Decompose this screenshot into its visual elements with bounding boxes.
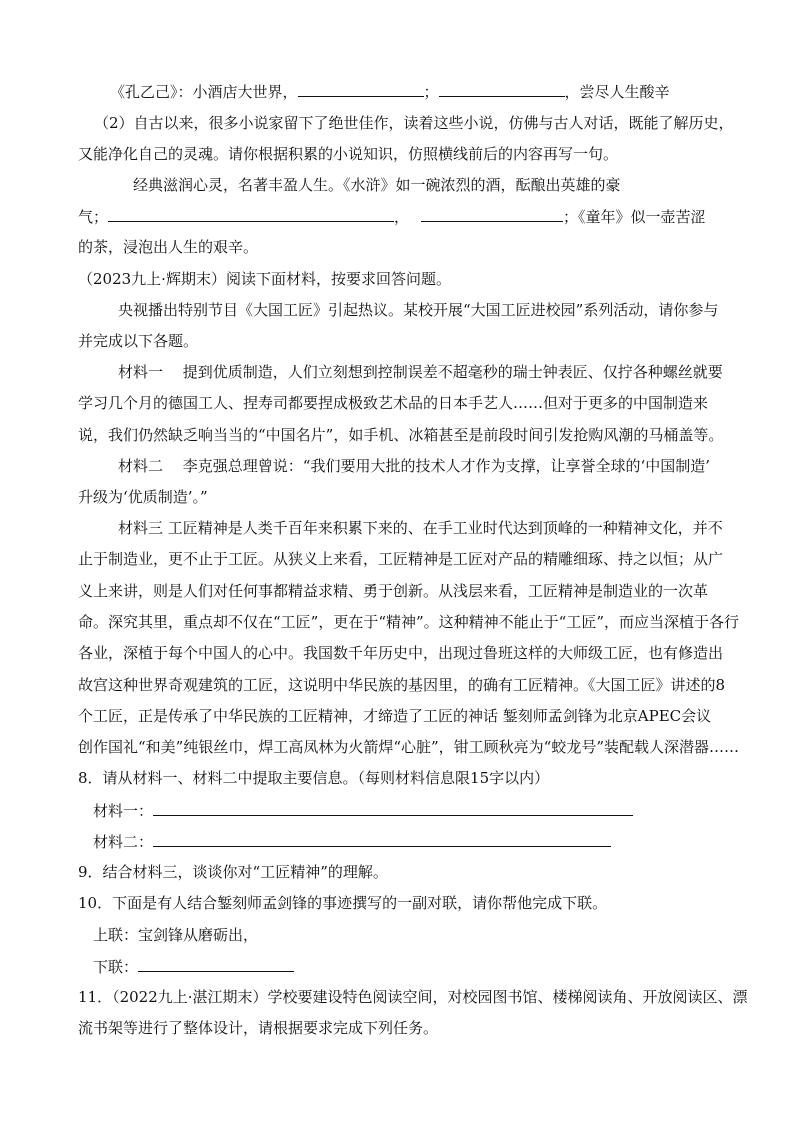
q7-part2-example-3: 的茶，浸泡出人生的艰辛。	[78, 238, 259, 256]
question-11-line-2: 流书架等进行了整体设计，请根据要求完成下列任务。	[78, 1019, 439, 1037]
material-1-line-3: 说，我们仍然缺乏响当当的“中国名片”，如手机、冰箱甚至是前段时间引发抢购风潮的马桶盖等。	[78, 426, 724, 444]
material-3-line-1: 材料三 工匠精神是人类千百年来积累下来的、在手工业时代达到顶峰的一种精神文化，并不	[118, 519, 723, 537]
material-2-line-2: 升级为‘优质制造’。”	[78, 488, 208, 506]
question-10: 10．下面是有人结合錾刻师孟剑锋的事迹撰写的一副对联，请你帮他完成下联。	[78, 894, 608, 912]
answer-blank-q8-a[interactable]	[153, 800, 633, 816]
material-3-line-7: 个工匠，正是传承了中华民族的工匠精神，才缔造了工匠的神话 錾刻师孟剑锋为北京APEC会议	[78, 707, 712, 725]
material-3-line-5: 各业，深植于每个中国人的心中。我国数千年历史中，出现过鲁班这样的大师级工匠，也有修造出	[78, 644, 724, 662]
passage-source: （2023九上·辉期末）阅读下面材料，按要求回答问题。	[78, 270, 451, 288]
material-1-line-2: 学习几个月的德国工人、捏寿司都要捏成极致艺术品的日本手艺人……但对于更多的中国制造来	[78, 394, 709, 412]
q10-lower-row	[93, 956, 294, 977]
q8-material-2-row	[93, 831, 611, 852]
material-2-line-1: 材料二 李克强总理曾说：“我们要用大批的技术人才作为支撑，让享誉全球的‘中国制造’	[118, 457, 710, 475]
q7-part2-intro-1: （2）自古以来，很多小说家留下了绝世佳作，读着这些小说，仿佛与古人对话，既能了解历史，	[94, 114, 734, 132]
answer-blank-2[interactable]	[439, 81, 565, 97]
q7-kongyiji-line	[110, 81, 670, 102]
q8-material-2-label: 材料二：	[93, 833, 154, 851]
question-9: 9．结合材料三，谈谈你对“工匠精神”的理解。	[78, 863, 388, 881]
q7-kongyiji-suffix: ，尝尽人生酸辛	[564, 83, 670, 101]
q7-example-separator: ，	[394, 208, 410, 226]
material-3-line-8: 创作国礼“和美”纯银丝巾，焊工高凤林为火箭焊“心脏”，钳工顾秋亮为“蛟龙号”装配载人深潜器……	[78, 738, 740, 756]
q7-part2-example-2	[78, 206, 706, 227]
q8-material-1-label: 材料一：	[93, 802, 154, 820]
material-3-line-2: 止于制造业，更不止于工匠。从狭义上来看，工匠精神是工匠对产品的精雕细琢、持之以恒；从广	[78, 550, 724, 568]
answer-blank-1[interactable]	[298, 81, 424, 97]
answer-blank-4[interactable]	[421, 206, 563, 222]
material-3-line-4: 命。深究其里，重点却不仅在“工匠”，更在于“精神”。这种精神不能止于“工匠”，而应当深植于各行	[78, 613, 740, 631]
passage-intro-1: 央视播出特别节目《大国工匠》引起热议。某校开展“大国工匠进校园”系列活动，请你参与	[118, 301, 719, 319]
answer-blank-3[interactable]	[108, 206, 394, 222]
q10-upper-couplet: 上联：宝剑锋从磨砺出，	[93, 926, 259, 944]
material-1-line-1: 材料一 提到优质制造，人们立刻想到控制误差不超毫秒的瑞士钟表匠、仅拧各种螺丝就要	[118, 363, 723, 381]
q7-kongyiji-prefix: 《孔乙己》：小酒店大世界，	[110, 83, 298, 101]
q7-part2-example-1: 经典滋润心灵，名著丰盈人生。《水浒》如一碗浓烈的酒，酝酿出英雄的豪	[133, 176, 621, 194]
question-11-line-1: 11．（2022九上·湛江期末）学校要建设特色阅读空间，对校园图书馆、楼梯阅读角、开放阅读区、漂	[78, 988, 748, 1006]
answer-blank-q10[interactable]	[138, 956, 294, 972]
material-3-line-6: 故宫这种世界奇观建筑的工匠，这说明中华民族的基因里，的确有工匠精神。《大国工匠》讲述的8	[78, 676, 726, 694]
q7-part2-intro-2: 又能净化自己的灵魂。请你根据积累的小说知识，仿照横线前后的内容再写一句。	[78, 145, 619, 163]
q10-lower-label: 下联：	[93, 958, 139, 976]
question-8: 8．请从材料一、材料二中提取主要信息。（每则材料信息限15字以内）	[78, 769, 550, 787]
q8-material-1-row	[93, 800, 633, 821]
answer-blank-q8-b[interactable]	[153, 831, 611, 847]
q7-example-prefix: 气；	[78, 208, 109, 226]
q7-kongyiji-separator: ；	[423, 83, 439, 101]
q7-example-suffix: ；《童年》似一壶苦涩	[563, 208, 706, 226]
passage-intro-2: 并完成以下各题。	[78, 332, 199, 350]
material-3-line-3: 义上来讲，则是人们对任何事都精益求精、勇于创新。从浅层来看，工匠精神是制造业的一次革	[78, 582, 709, 600]
